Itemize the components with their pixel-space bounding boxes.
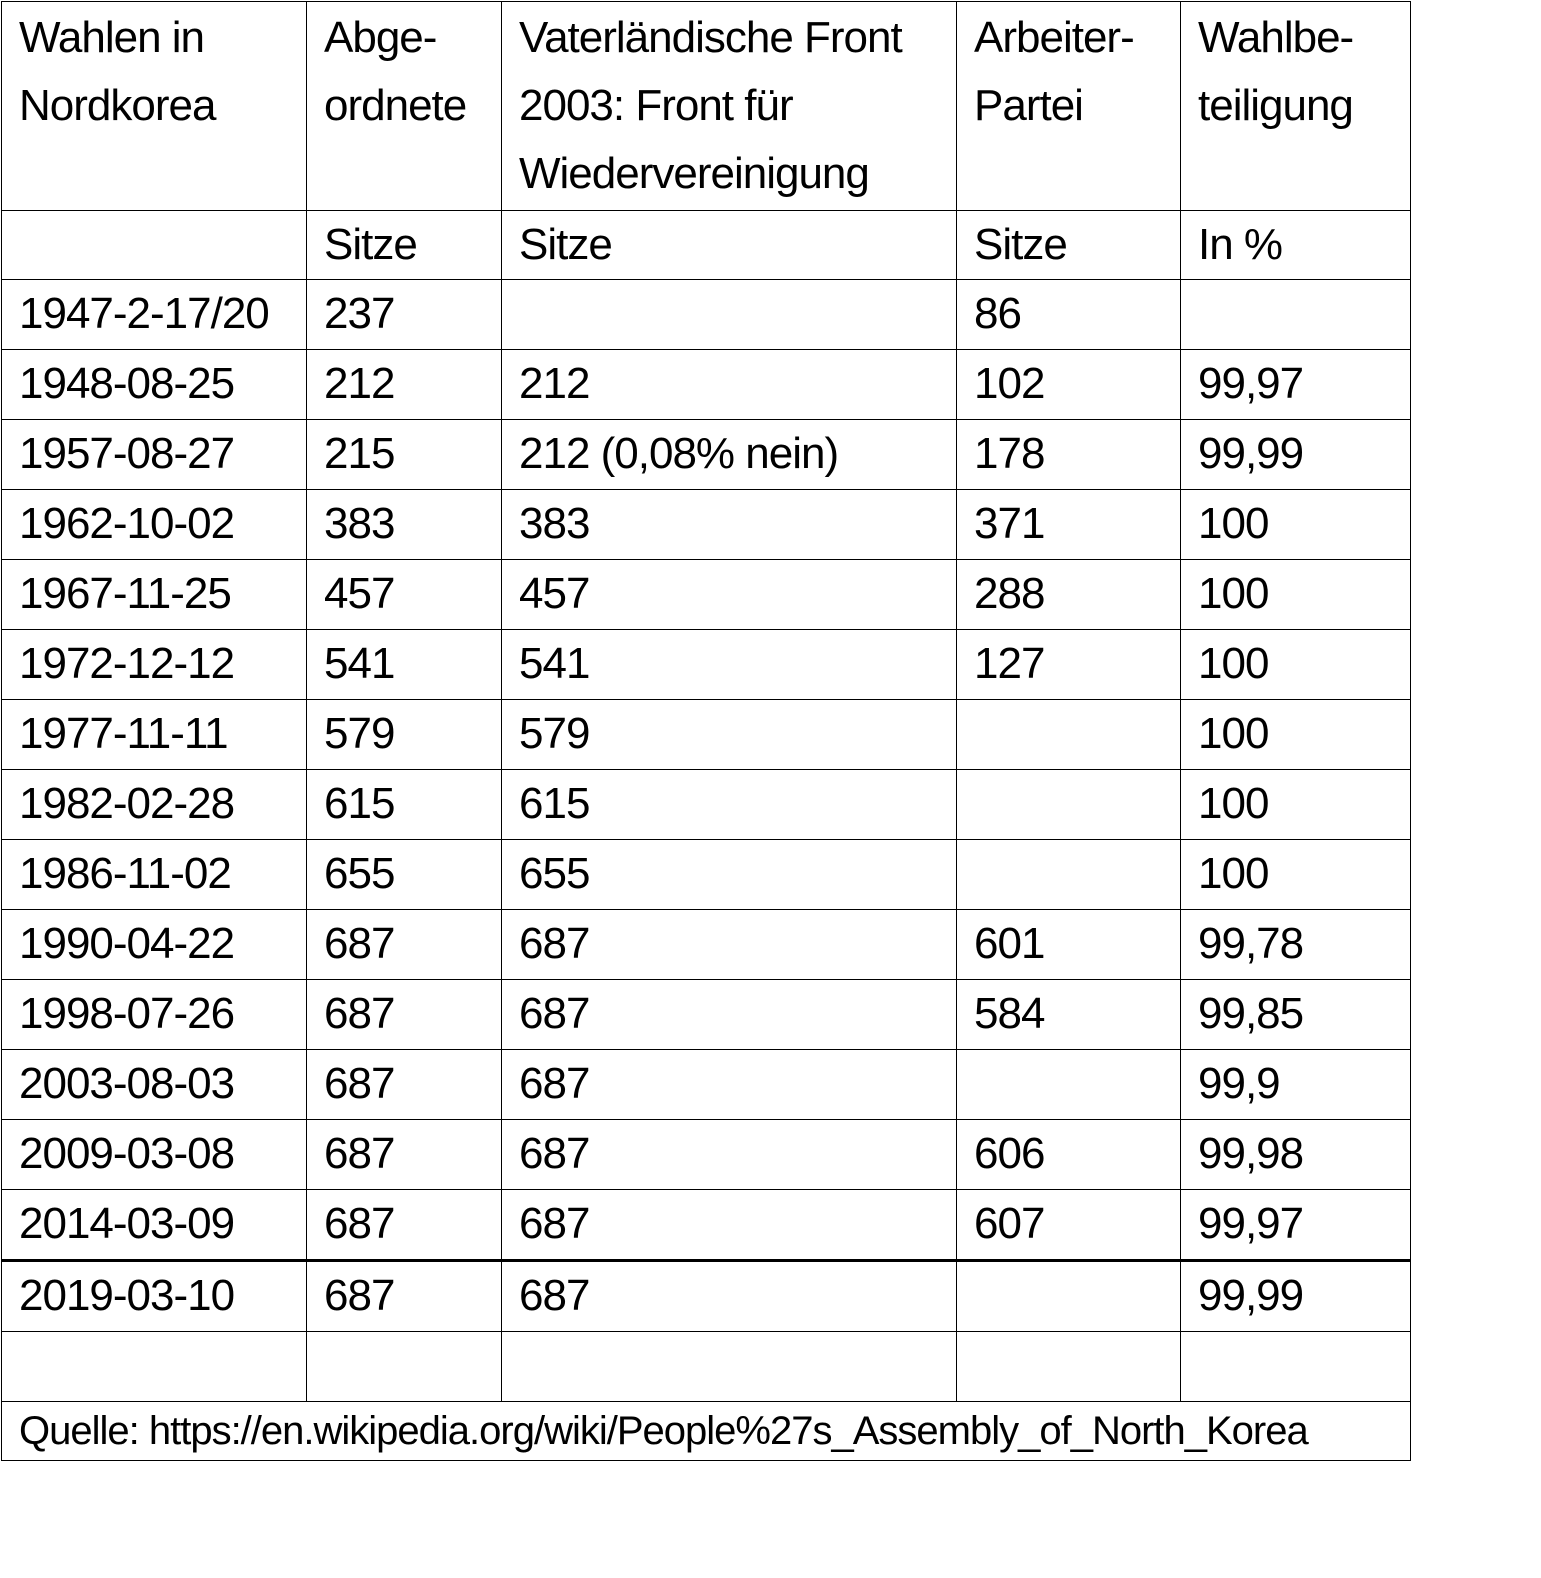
- date-cell: 1982-02-28: [2, 770, 307, 840]
- deputies-cell: 579: [307, 700, 502, 770]
- front-seats-cell: 383: [502, 490, 957, 560]
- turnout-cell: 100: [1181, 700, 1411, 770]
- date-cell: 1948-08-25: [2, 350, 307, 420]
- front-seats-cell: 687: [502, 910, 957, 980]
- party-seats-cell: 127: [957, 630, 1181, 700]
- header-cell-front: [502, 2, 957, 211]
- header-text: Wahlbe-: [1198, 13, 1354, 62]
- front-seats-cell: 541: [502, 630, 957, 700]
- date-cell: 1947-2-17/20: [2, 280, 307, 350]
- unit-cell: [2, 211, 307, 280]
- deputies-cell: 687: [307, 1050, 502, 1120]
- unit-row: [2, 211, 1411, 280]
- date-cell: 1990-04-22: [2, 910, 307, 980]
- table-row: [2, 700, 1411, 770]
- unit-cell: In %: [1181, 211, 1411, 280]
- election-table: [1, 1, 1411, 1461]
- deputies-cell: 687: [307, 980, 502, 1050]
- header-text: Partei: [974, 81, 1083, 130]
- empty-cell: [502, 1332, 957, 1402]
- front-seats-cell: 687: [502, 1050, 957, 1120]
- front-seats-cell: 655: [502, 840, 957, 910]
- header-text: Wahlen in: [19, 13, 205, 62]
- unit-cell: Sitze: [307, 211, 502, 280]
- deputies-cell: 687: [307, 910, 502, 980]
- empty-cell: [957, 1332, 1181, 1402]
- date-cell: 1998-07-26: [2, 980, 307, 1050]
- turnout-cell: 100: [1181, 770, 1411, 840]
- deputies-cell: 687: [307, 1190, 502, 1261]
- date-cell: 1967-11-25: [2, 560, 307, 630]
- turnout-cell: 99,99: [1181, 1261, 1411, 1332]
- party-seats-cell: 371: [957, 490, 1181, 560]
- date-cell: 2019-03-10: [2, 1261, 307, 1332]
- deputies-cell: 237: [307, 280, 502, 350]
- table-row: [2, 490, 1411, 560]
- header-text: Arbeiter-: [974, 13, 1134, 62]
- front-seats-cell: 212: [502, 350, 957, 420]
- deputies-cell: 212: [307, 350, 502, 420]
- front-seats-cell: 457: [502, 560, 957, 630]
- table-row: [2, 1120, 1411, 1190]
- header-text: ordnete: [324, 81, 467, 130]
- table-row: [2, 980, 1411, 1050]
- turnout-cell: [1181, 280, 1411, 350]
- table-row: [2, 770, 1411, 840]
- party-seats-cell: 606: [957, 1120, 1181, 1190]
- table-row: [2, 1190, 1411, 1261]
- date-cell: 2003-08-03: [2, 1050, 307, 1120]
- date-cell: 1957-08-27: [2, 420, 307, 490]
- deputies-cell: 215: [307, 420, 502, 490]
- unit-cell: Sitze: [957, 211, 1181, 280]
- unit-cell: Sitze: [502, 211, 957, 280]
- header-row: [2, 2, 1411, 211]
- front-seats-cell: 212 (0,08% nein): [502, 420, 957, 490]
- table-row: [2, 1261, 1411, 1332]
- turnout-cell: 99,97: [1181, 350, 1411, 420]
- table-row: [2, 840, 1411, 910]
- empty-row: [2, 1332, 1411, 1402]
- party-seats-cell: 86: [957, 280, 1181, 350]
- header-text: Abge-: [324, 13, 437, 62]
- empty-cell: [1181, 1332, 1411, 1402]
- party-seats-cell: [957, 700, 1181, 770]
- party-seats-cell: 178: [957, 420, 1181, 490]
- data-rows: [2, 280, 1411, 1332]
- turnout-cell: 100: [1181, 630, 1411, 700]
- header-text: Nordkorea: [19, 81, 216, 130]
- deputies-cell: 457: [307, 560, 502, 630]
- table-row: [2, 910, 1411, 980]
- table-row: [2, 630, 1411, 700]
- party-seats-cell: 607: [957, 1190, 1181, 1261]
- source-note: Quelle: https://en.wikipedia.org/wiki/People%27s_Assembly_of_North_Korea: [2, 1402, 1411, 1461]
- deputies-cell: 383: [307, 490, 502, 560]
- table-row: [2, 420, 1411, 490]
- party-seats-cell: [957, 1261, 1181, 1332]
- turnout-cell: 99,97: [1181, 1190, 1411, 1261]
- header-text: Wiedervereinigung: [519, 149, 869, 198]
- front-seats-cell: 687: [502, 1120, 957, 1190]
- turnout-cell: 100: [1181, 840, 1411, 910]
- header-text: 2003: Front für: [519, 81, 793, 130]
- front-seats-cell: [502, 280, 957, 350]
- table-row: [2, 350, 1411, 420]
- header-text: teiligung: [1198, 81, 1353, 130]
- header-cell-workers-party: [957, 2, 1181, 211]
- date-cell: 1972-12-12: [2, 630, 307, 700]
- front-seats-cell: 687: [502, 1190, 957, 1261]
- front-seats-cell: 615: [502, 770, 957, 840]
- party-seats-cell: [957, 770, 1181, 840]
- date-cell: 2009-03-08: [2, 1120, 307, 1190]
- turnout-cell: 100: [1181, 560, 1411, 630]
- date-cell: 1962-10-02: [2, 490, 307, 560]
- header-cell-turnout: [1181, 2, 1411, 211]
- date-cell: 2014-03-09: [2, 1190, 307, 1261]
- table-row: [2, 1050, 1411, 1120]
- party-seats-cell: [957, 840, 1181, 910]
- header-text: Vaterländische Front: [519, 13, 902, 62]
- party-seats-cell: [957, 1050, 1181, 1120]
- deputies-cell: 541: [307, 630, 502, 700]
- turnout-cell: 100: [1181, 490, 1411, 560]
- empty-cell: [2, 1332, 307, 1402]
- turnout-cell: 99,98: [1181, 1120, 1411, 1190]
- empty-cell: [307, 1332, 502, 1402]
- header-cell-deputies: [307, 2, 502, 211]
- party-seats-cell: 584: [957, 980, 1181, 1050]
- deputies-cell: 687: [307, 1261, 502, 1332]
- turnout-cell: 99,85: [1181, 980, 1411, 1050]
- front-seats-cell: 687: [502, 980, 957, 1050]
- source-row: [2, 1402, 1411, 1461]
- front-seats-cell: 579: [502, 700, 957, 770]
- front-seats-cell: 687: [502, 1261, 957, 1332]
- turnout-cell: 99,9: [1181, 1050, 1411, 1120]
- party-seats-cell: 102: [957, 350, 1181, 420]
- date-cell: 1977-11-11: [2, 700, 307, 770]
- party-seats-cell: 601: [957, 910, 1181, 980]
- deputies-cell: 655: [307, 840, 502, 910]
- table-row: [2, 280, 1411, 350]
- table-row: [2, 560, 1411, 630]
- deputies-cell: 687: [307, 1120, 502, 1190]
- header-cell-elections: [2, 2, 307, 211]
- deputies-cell: 615: [307, 770, 502, 840]
- turnout-cell: 99,99: [1181, 420, 1411, 490]
- date-cell: 1986-11-02: [2, 840, 307, 910]
- party-seats-cell: 288: [957, 560, 1181, 630]
- turnout-cell: 99,78: [1181, 910, 1411, 980]
